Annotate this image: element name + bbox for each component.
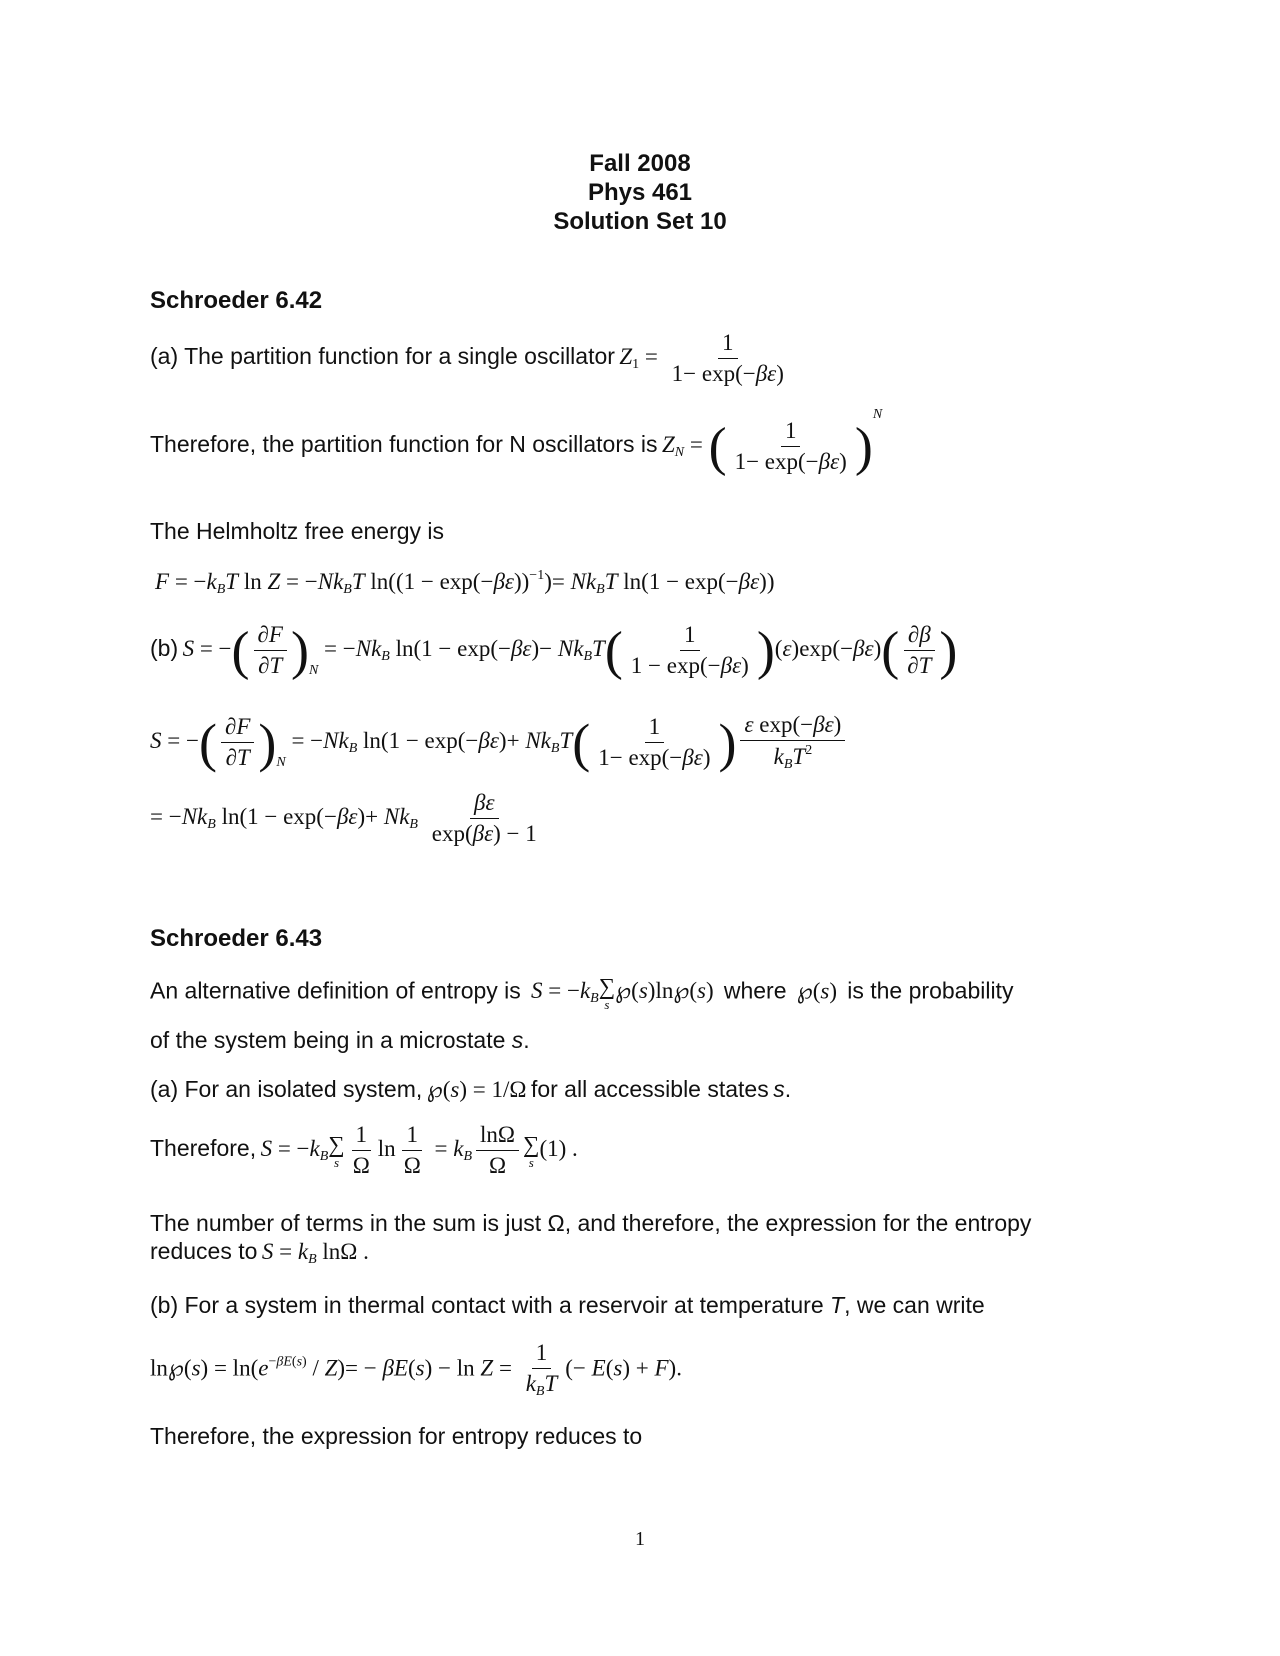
definition-line bbox=[150, 975, 1013, 1011]
reservoir-text-end: , we can write bbox=[844, 1292, 985, 1318]
isolated-entropy-equation: $S = -k_B$ ∑ s $\frac{1}{\Omega}$ ln $\frac{1}{\Omega}$ = $k_B$ $\frac{\ln\Omega}{\Omega}$ ∑ s (1) . bbox=[260, 1122, 578, 1179]
definition-text-3: is the probability bbox=[847, 977, 1014, 1004]
entropy-equation-1: S = −( $\frac{\partial F}{\partial T}$ )$_N = -Nk_B$ $\ln(1 - \exp(-\beta\varepsilon)- Nk_BT$( $\frac{1}{1 - \exp(-\beta\varepsilon)}$ )(ε)exp(−βε)( $\frac{\partial\beta}{\partial T}$ ) bbox=[182, 620, 958, 681]
reservoir-text: (b) For a system in thermal contact with a reservoir at temperature bbox=[150, 1292, 824, 1318]
definition-text-2: where bbox=[723, 977, 787, 1004]
zn-equation: $Z_N$ = ( $\frac{1}{1- \exp(-\beta\varepsilon)}$ )$^N$ bbox=[661, 407, 883, 477]
part-a-isolated-line: (a) For an isolated system, ℘(s) = 1/Ω for all accessible states s. bbox=[150, 1076, 792, 1102]
isolated-text-2: for all accessible states bbox=[530, 1076, 769, 1102]
isolated-probability: ℘(s) = 1/Ω bbox=[426, 1077, 527, 1102]
part-b-line bbox=[150, 622, 957, 680]
part-a-line bbox=[150, 330, 792, 388]
reduces-text: reduces to bbox=[150, 1238, 258, 1264]
reduces-line bbox=[150, 1238, 369, 1268]
part-n-line bbox=[150, 407, 883, 477]
log-probability-equation: ln℘(s) = $\ln(e^{-\beta E(s)} / Z)= - \beta E(s) - \ln Z$ = $\frac{1}{k_BT}$ (− E(s) + F). bbox=[150, 1340, 682, 1400]
therefore-text: Therefore, bbox=[150, 1135, 257, 1162]
entropy-equation-3: = $-Nk_B$ $\ln(1 - \exp(-\beta\varepsilon)+ Nk_B$ $\frac{\beta\varepsilon}{\exp(\beta\varepsilon) - 1}$ bbox=[150, 790, 537, 847]
header-course: Phys 461 bbox=[587, 179, 693, 206]
entropy-definition: $S = -k_B$ ∑ s ℘(s)ln℘(s) bbox=[530, 974, 720, 1012]
isolated-text-1: (a) For an isolated system, bbox=[150, 1076, 423, 1102]
section-title-6-43: Schroeder 6.43 bbox=[150, 925, 323, 952]
z1-equation: $Z_1$ = $\frac{1}{1- \exp(-\beta\varepsilon)}$ bbox=[619, 330, 784, 387]
definition-line-2: of the system being in a microstate s. bbox=[150, 1027, 530, 1053]
part-n-text: Therefore, the partition function for N oscillators is bbox=[150, 431, 658, 458]
header-term: Fall 2008 bbox=[589, 150, 691, 177]
terms-text: The number of terms in the sum is just Ω, and therefore, the expression for the entropy bbox=[150, 1210, 1032, 1236]
section-title-6-42: Schroeder 6.42 bbox=[150, 287, 323, 314]
final-text: Therefore, the expression for entropy reduces to bbox=[150, 1423, 643, 1449]
definition-text-4: of the system being in a microstate bbox=[150, 1027, 506, 1053]
page-number: 1 bbox=[635, 1528, 645, 1550]
helmholtz-text: The Helmholtz free energy is bbox=[150, 518, 445, 544]
helmholtz-equation: $F = -k_BT$ $\ln Z = -Nk_BT$ $\ln((1 - \exp(-\beta\varepsilon))^{-1})= Nk_BT$ ln(1 − exp(−βε)) bbox=[155, 568, 775, 597]
header-title: Solution Set 10 bbox=[553, 208, 727, 235]
boltzmann-entropy: $S = k_B$ lnΩ . bbox=[261, 1239, 369, 1267]
part-b-reservoir-line: (b) For a system in thermal contact with a reservoir at temperature T, we can write bbox=[150, 1292, 985, 1318]
part-b-label: (b) bbox=[150, 635, 179, 662]
entropy-equation-2: S = −( $\frac{\partial F}{\partial T}$ )$_N = -Nk_B$ $\ln(1 - \exp(-\beta\varepsilon)+ Nk_BT$( $\frac{1}{1- \exp(-\beta\varepsilon)}$ ) $\frac{\text{ε exp(−βε)}}{k_BT^2}$ bbox=[150, 712, 849, 774]
definition-text-1: An alternative definition of entropy is bbox=[150, 977, 521, 1004]
probability-symbol: ℘(s) bbox=[790, 978, 843, 1004]
part-a-text: (a) The partition function for a single oscillator bbox=[150, 343, 615, 370]
therefore-line bbox=[150, 1122, 578, 1180]
